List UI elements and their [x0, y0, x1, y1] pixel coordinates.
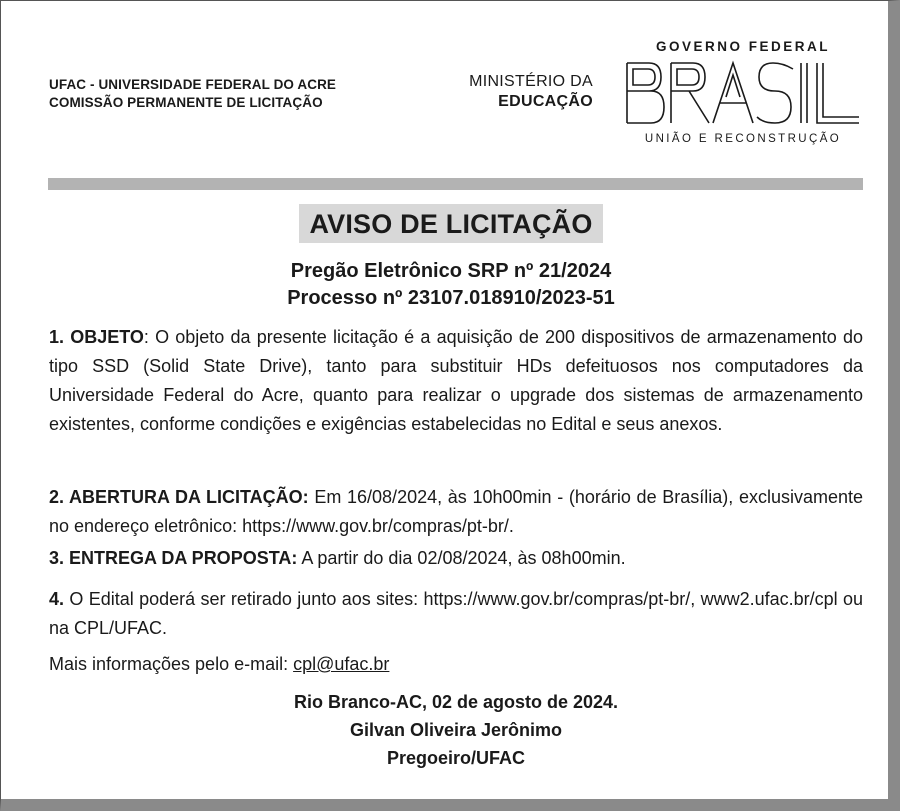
logo-tagline: UNIÃO E RECONSTRUÇÃO: [644, 133, 842, 145]
section-objeto: [49, 323, 863, 439]
commission-name: COMISSÃO PERMANENTE DE LICITAÇÃO: [49, 95, 323, 110]
notice-title: AVISO DE LICITAÇÃO: [299, 204, 602, 243]
section-objeto-text: : O objeto da presente licitação é a aquisição de 200 dispositivos de armazenamento do tipo SSD (Solid State Drive), tanto para substituir HDs defeituosos nos computadores da Universidade Federal do Acre, quanto para realizar o upgrade dos sistemas de armazenamento existentes, conforme condições e exigências estabelecidas no Edital e seus anexos.: [49, 327, 863, 434]
section-abertura-text: Em 16/08/2024, às 10h00min - (horário de Brasília), exclusivamente no endereço eletrônico: https://www.gov.br/compras/pt-br/.: [49, 487, 863, 536]
section-entrega: [49, 544, 863, 573]
section-edital: [49, 585, 863, 643]
section-objeto-label: 1. OBJETO: [49, 327, 144, 347]
institution-name: UFAC - UNIVERSIDADE FEDERAL DO ACRE: [49, 77, 337, 92]
processo-number: Processo nº 23107.018910/2023-51: [287, 287, 615, 309]
signer-role: Pregoeiro/UFAC: [386, 748, 526, 768]
contact-email-link[interactable]: cpl@ufac.br: [293, 654, 390, 674]
section-edital-label: 4.: [49, 589, 65, 609]
institution-block: [49, 76, 336, 112]
signature-block: [1, 688, 900, 772]
contact-line: [49, 650, 863, 679]
section-edital-text: O Edital poderá ser retirado junto aos sites: https://www.gov.br/compras/pt-br/, www2.ufac.br/cpl ou na CPL/UFAC.: [49, 589, 863, 638]
brasil-logo: [623, 59, 863, 127]
ministry-block: [447, 72, 593, 112]
title-wrap: [1, 204, 900, 243]
contact-text: Mais informações pelo e-mail:: [49, 654, 294, 674]
section-entrega-label: 3. ENTREGA DA PROPOSTA:: [49, 548, 298, 568]
ministry-line2: EDUCAÇÃO: [498, 93, 593, 110]
ministry-line1: MINISTÉRIO DA: [469, 73, 593, 90]
pregao-number: Pregão Eletrônico SRP nº 21/2024: [290, 260, 612, 282]
section-abertura: [49, 483, 863, 541]
gov-label: GOVERNO FEDERAL: [655, 39, 830, 54]
section-abertura-label: 2. ABERTURA DA LICITAÇÃO:: [49, 487, 309, 507]
section-entrega-text: A partir do dia 02/08/2024, às 08h00min.: [297, 548, 626, 568]
place-date: Rio Branco-AC, 02 de agosto de 2024.: [293, 692, 619, 712]
header-divider: [48, 178, 863, 190]
signer-name: Gilvan Oliveira Jerônimo: [349, 720, 563, 740]
